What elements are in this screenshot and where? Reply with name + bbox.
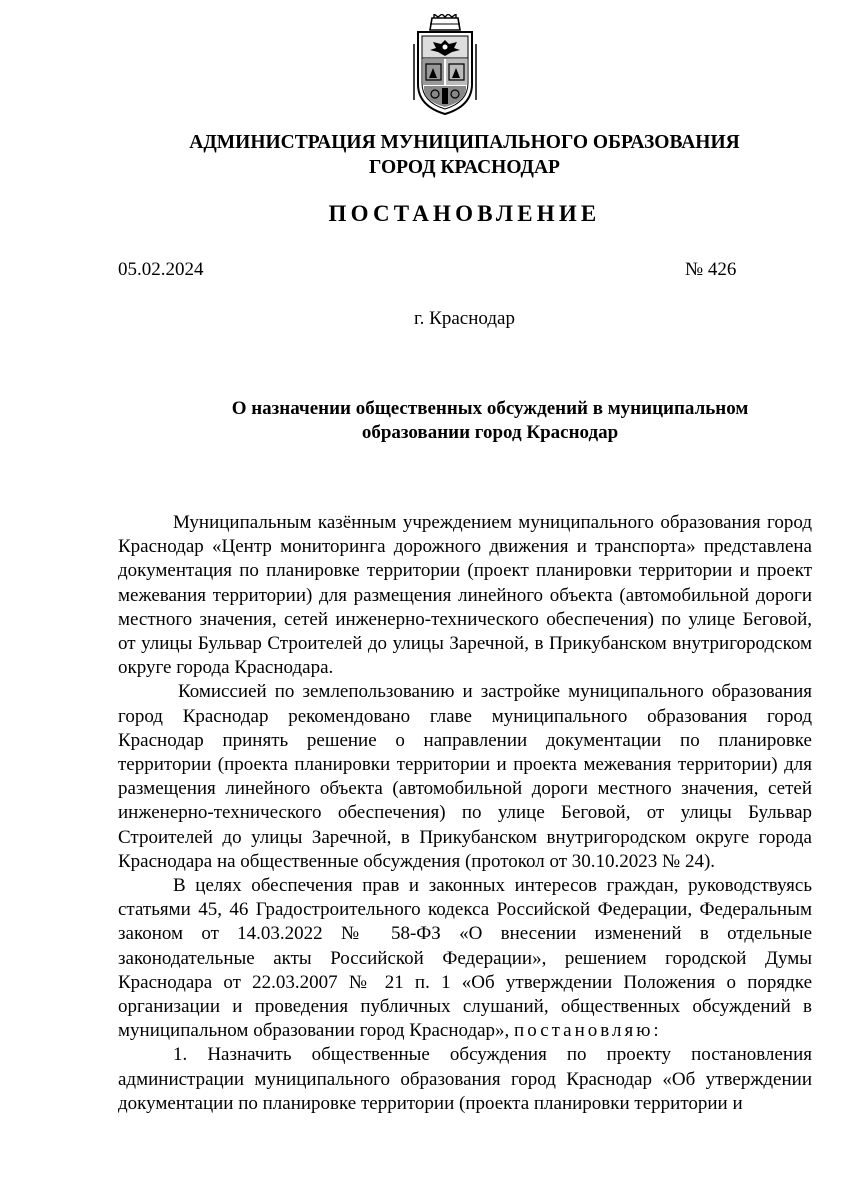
- document-city: г. Краснодар: [414, 308, 515, 329]
- document-date: 05.02.2024: [118, 259, 204, 280]
- subject-line-1: О назначении общественных обсуждений в муниципальном: [231, 398, 749, 419]
- coat-of-arms-emblem: [404, 14, 486, 116]
- document-number: № 426: [685, 259, 737, 280]
- organization-name-line-1: АДМИНИСТРАЦИЯ МУНИЦИПАЛЬНОГО ОБРАЗОВАНИЯ: [189, 132, 740, 153]
- subject-line-2: образовании город Краснодар: [361, 422, 619, 443]
- paragraph-1: Муниципальным казённым учреждением муниципального образования город Краснодар «Центр мониторинга дорожного движения и транспорта» представлена документация по планировке территории (проект планировки территории и проект межевания территории) для размещения линейного объекта (автомобильной дороги местного значения, сетей инженерно-технического обеспечения) по улице Беговой, от улицы Бульвар Строителей до улицы Заречной, в Прикубанском внутригородском округе города Краснодара.: [118, 512, 812, 679]
- organization-name-line-2: ГОРОД КРАСНОДАР: [369, 157, 560, 178]
- paragraph-4: 1. Назначить общественные обсуждения по проекту постановления администрации муниципального образования город Краснодар «Об утверждении документации по планировке территории (проекта планировки территории и: [118, 1044, 812, 1114]
- resolution-keyword: постановляю:: [514, 1020, 662, 1042]
- document-subject: [200, 397, 780, 445]
- paragraph-2: Комиссией по землепользованию и застройке муниципального образования город Краснодар рекомендовано главе муниципального образования город Краснодар принять решение о направлении документации по планировке территории (проекта планировки территории и проекта межевания территории) для размещения линейного объекта (автомобильной дороги местного значения, сетей инженерно-технического обеспечения) по улице Беговой, от улицы Бульвар Строителей до улицы Заречной, в Прикубанском внутригородском округе города Краснодара на общественные обсуждения (протокол от 30.10.2023 № 24).: [118, 681, 812, 872]
- paragraph-3: [118, 874, 812, 1043]
- document-body: [118, 511, 812, 1116]
- document-type-title: ПОСТАНОВЛЕНИЕ: [328, 201, 601, 226]
- paragraph-3-text: В целях обеспечения прав и законных интересов граждан, руководствуясь статьями 45, 46 Градостроительного кодекса Российской Федерации, Федеральным законом от 14.03.2022 № 58-ФЗ «О внесении изменений в отдельные законодательные акты Российской Федерации», решением городской Думы Краснодара от 22.03.2007 № 21 п. 1 «Об утверждении Положения о порядке организации и проведения публичных слушаний, общественных обсуждений в муниципальном образовании город Краснодар»,: [118, 875, 812, 1042]
